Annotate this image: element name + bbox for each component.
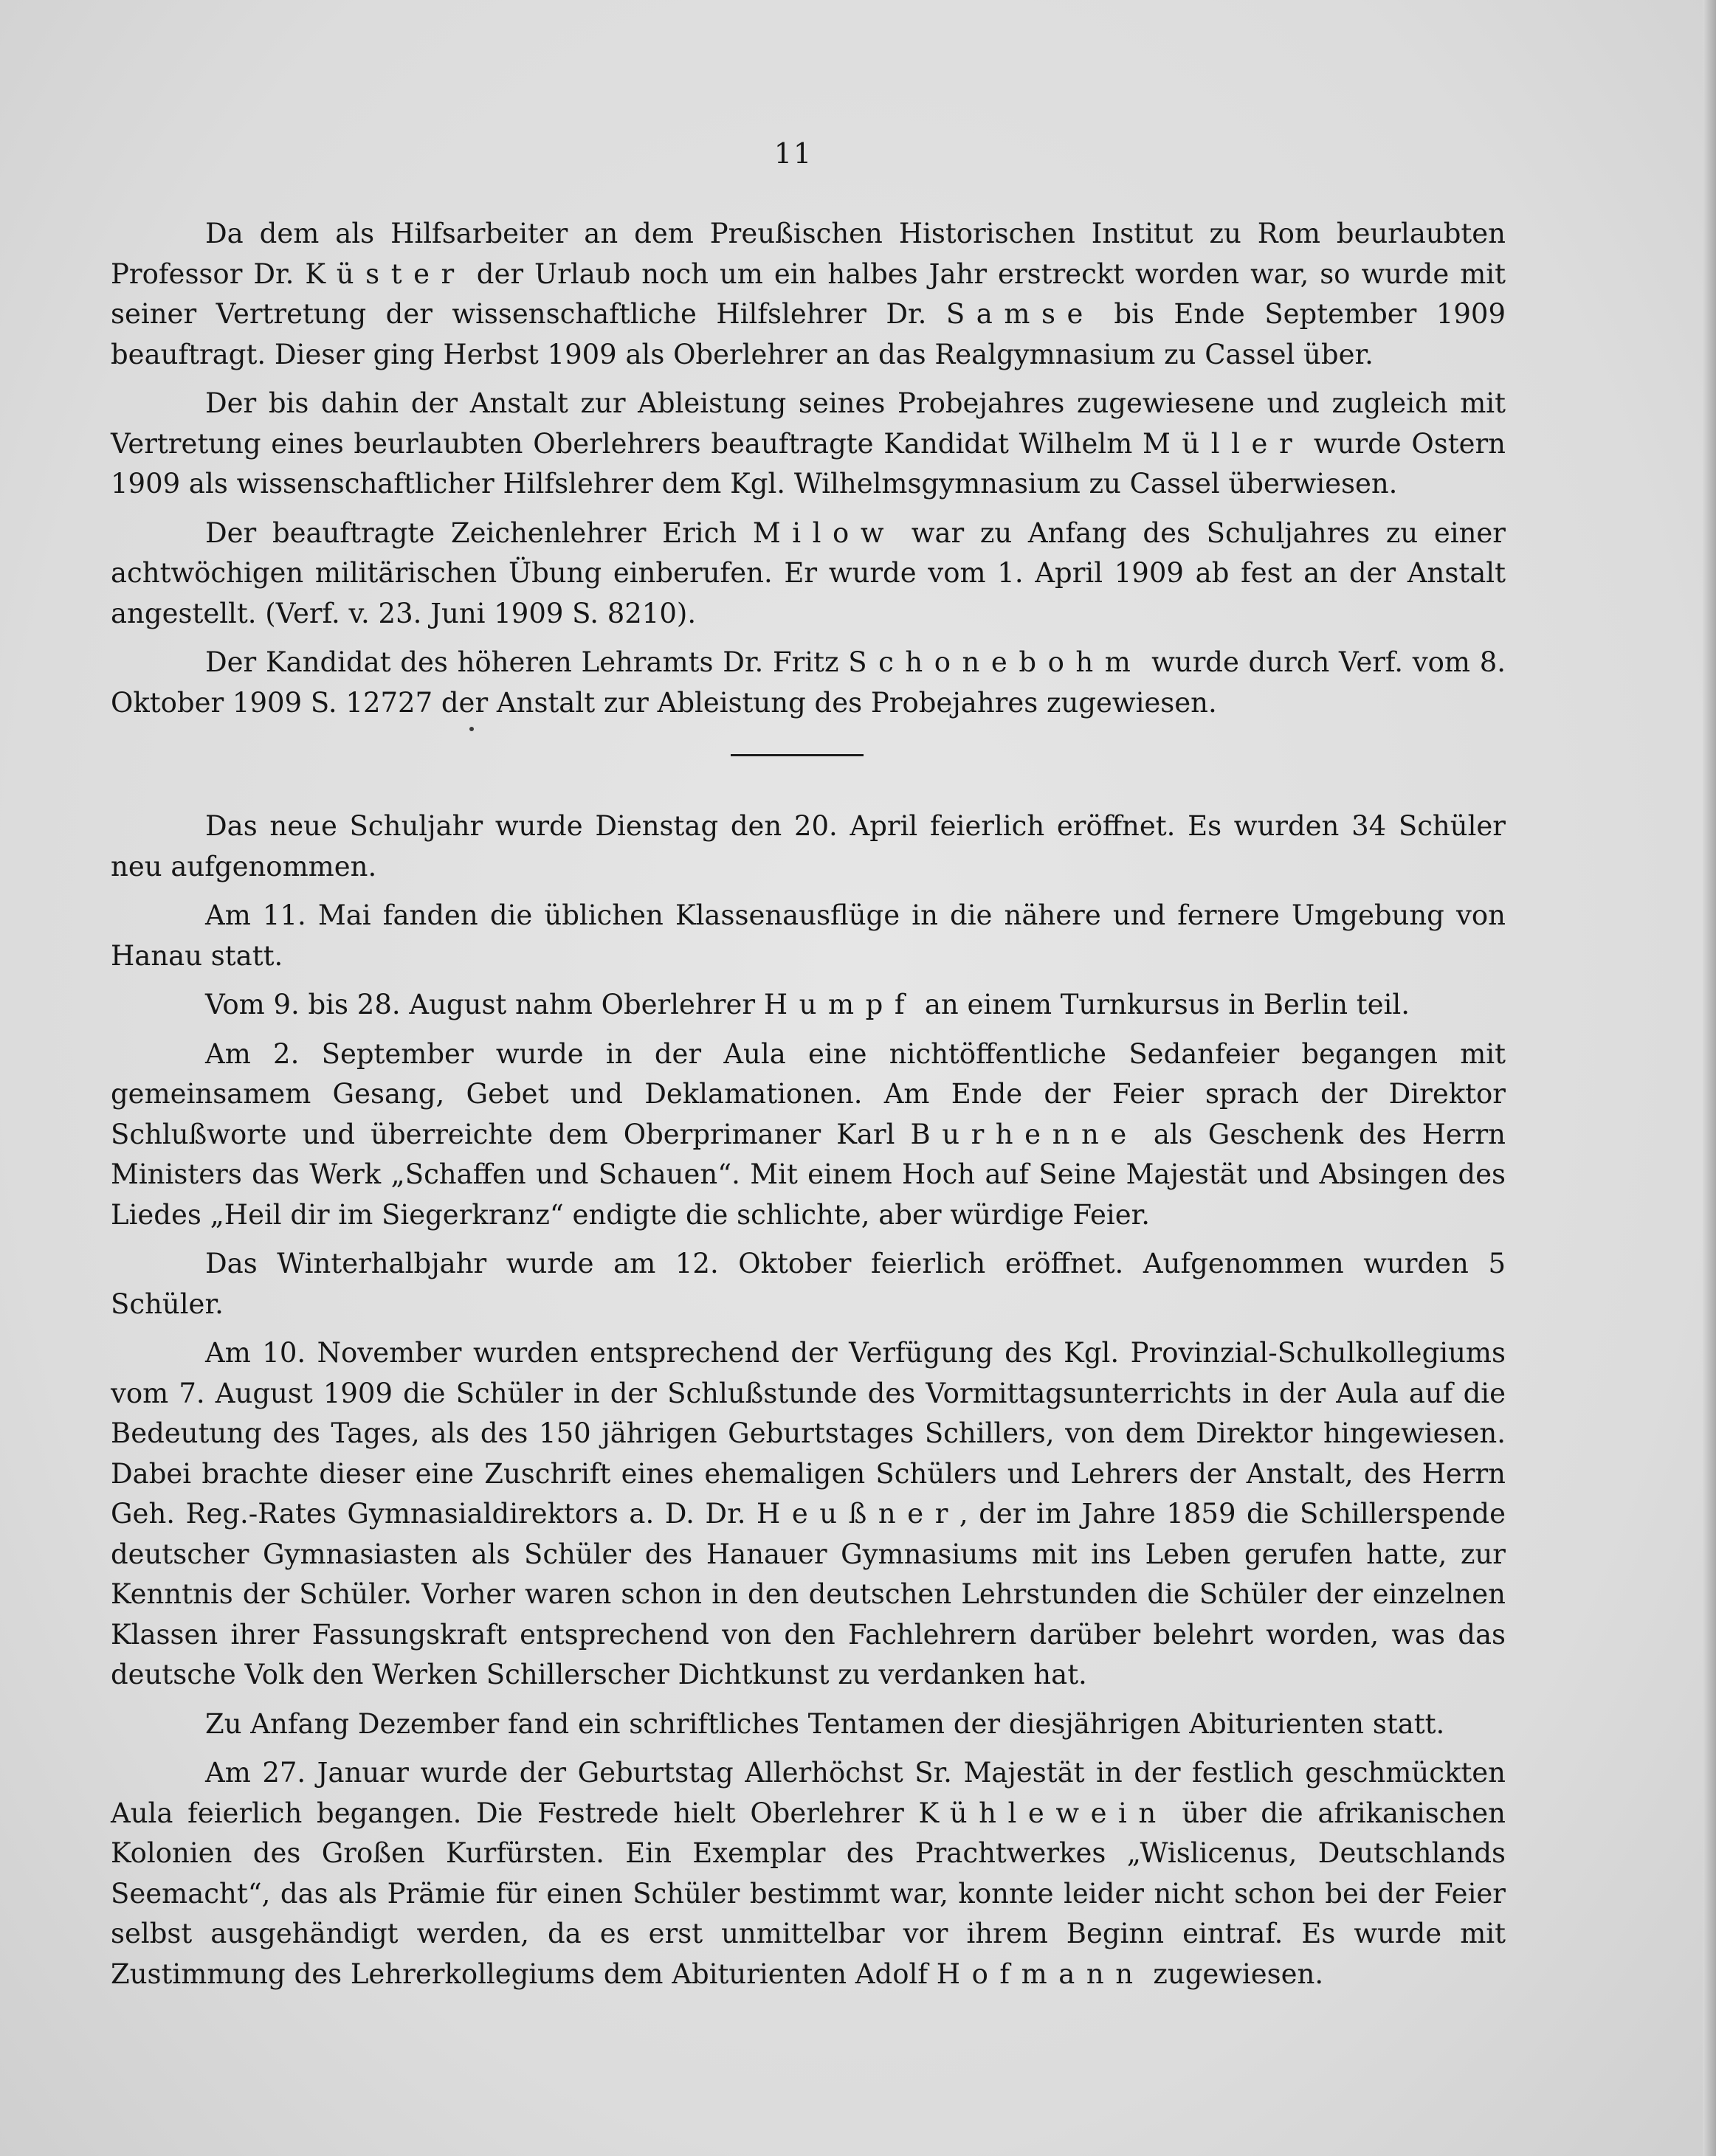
spaced-surname: Schonebohm [848, 646, 1143, 678]
paragraph [111, 643, 1506, 723]
spaced-surname: Hofmann [936, 1958, 1145, 1990]
text-run: Der Kandidat des höheren Lehramts Dr. Fritz [205, 646, 849, 678]
paragraph [111, 1333, 1506, 1696]
text-run: Das neue Schuljahr wurde Dienstag den 20. April feierlich eröffnet. Es wurden 34 Schüler neu aufgenommen. [111, 810, 1506, 882]
print-speck [469, 727, 474, 731]
text-run: an einem Turnkursus in Berlin teil. [916, 989, 1410, 1020]
text-run: Das Winterhalbjahr wurde am 12. Oktober feierlich eröffnet. Aufgenommen wurden 5 Schüler. [111, 1248, 1506, 1320]
page-binding-edge [1703, 0, 1716, 2156]
spaced-surname: Müller [1143, 427, 1304, 460]
text-run: der Urlaub noch um ein halbes Jahr erstreckt worden war, so wurde mit seiner Vertretung der wissenschaftliche Hilfslehrer Dr. [111, 258, 1506, 330]
spaced-surname: Heußner [757, 1498, 959, 1530]
page-number: 11 [773, 137, 813, 170]
text-run: Zu Anfang Dezember fand ein schriftliches Tentamen der diesjährigen Abiturienten statt. [205, 1707, 1445, 1740]
spaced-surname: Burhenne [910, 1118, 1138, 1150]
paragraph [111, 384, 1506, 505]
text-run: Der beauftragte Zeichenlehrer Erich [205, 516, 753, 549]
paragraph [111, 1704, 1506, 1745]
text-run: als Geschenk des Herrn Ministers das Werk „Schaffen und Schauen“. Mit einem Hoch auf Seine Majestät und Absingen des Liedes „Heil dir im Siegerkranz“ endigte die schlichte, aber würdige Feier. [111, 1118, 1506, 1231]
paragraph [111, 1034, 1506, 1236]
paragraph [111, 806, 1506, 887]
text-run: zugewiesen. [1144, 1958, 1324, 1990]
staff-changes-section [111, 214, 1506, 732]
text-run: Der bis dahin der Anstalt zur Ableistung seines Probejahres zugewiesene und zugleich mit Vertretung eines beurlaubten Oberlehrers beauftragte Kandidat Wilhelm [111, 387, 1506, 460]
text-run: wurde durch Verf. vom 8. Oktober 1909 S. 12727 der Anstalt zur Ableistung des Probejahres zugewiesen. [111, 646, 1506, 719]
paragraph [111, 214, 1506, 375]
spaced-surname: Samse [945, 298, 1095, 330]
text-run: Am 10. November wurden entsprechend der Verfügung des Kgl. Provinzial-Schulkollegiums vom 7. August 1909 die Schüler in der Schlußstunde des Vormittagsunterrichts in der Aula auf die Bedeutung des Tages, als des 150 jährigen Geburtstages Schillers, von dem Direktor hingewiesen. Dabei brachte dieser eine Zuschrift eines ehemaligen Schülers und Lehrers der Anstalt, des Herrn Geh. Reg.-Rates Gymnasialdirektors a. D. Dr. [111, 1337, 1506, 1530]
text-run: Am 11. Mai fanden die üblichen Klassenausflüge in die nähere und fernere Umgebung von Hanau statt. [111, 899, 1506, 972]
paragraph [111, 985, 1506, 1026]
paragraph [111, 514, 1506, 635]
paragraph [111, 1753, 1506, 1994]
text-run: war zu Anfang des Schuljahres zu einer achtwöchigen militärischen Übung einberufen. Er wurde vom 1. April 1909 ab fest an der Anstalt angestellt. (Verf. v. 23. Juni 1909 S. 8210). [111, 516, 1506, 629]
school-year-chronicle-section [111, 806, 1506, 2003]
section-divider [731, 754, 864, 756]
text-run: Da dem als Hilfsarbeiter an dem Preußischen Historischen Institut zu Rom beurlaubten Professor Dr. [111, 218, 1506, 290]
text-run: über die afrikanischen Kolonien des Großen Kurfürsten. Ein Exemplar des Prachtwerkes „Wislicenus, Deutschlands Seemacht“, das als Prämie für einen Schüler bestimmt war, konnte leider nicht schon bei der Feier selbst ausgehändigt werden, da es erst unmittelbar vor ihrem Beginn eintraf. Es wurde mit Zustimmung des Lehrerkollegiums dem Abiturienten Adolf [111, 1797, 1506, 1990]
text-run: bis Ende September 1909 beauftragt. Dieser ging Herbst 1909 als Oberlehrer an das Realgymnasium zu Cassel über. [111, 298, 1506, 370]
text-run: Am 27. Januar wurde der Geburtstag Allerhöchst Sr. Majestät in der festlich geschmückten Aula feierlich begangen. Die Festrede hielt Oberlehrer [111, 1757, 1506, 1829]
paragraph [111, 1244, 1506, 1324]
text-run: Am 2. September wurde in der Aula eine nichtöffentliche Sedanfeier begangen mit gemeinsamem Gesang, Gebet und Deklamationen. Am Ende der Feier sprach der Direktor Schlußworte und überreichte dem Oberprimaner Karl [111, 1037, 1506, 1150]
spaced-surname: Humpf [763, 989, 917, 1020]
spaced-surname: Küster [305, 258, 466, 290]
spaced-surname: Milow [752, 516, 896, 549]
text-run: , der im Jahre 1859 die Schillerspende deutscher Gymnasiasten als Schüler des Hanauer Gymnasiums mit ins Leben gerufen hatte, zur Kenntnis der Schüler. Vorher waren schon in den deutschen Lehrstunden die Schüler der einzelnen Klassen ihrer Fassungskraft entsprechend von den Fachlehrern darüber belehrt worden, was das deutsche Volk den Werken Schillerscher Dichtkunst zu verdanken hat. [111, 1498, 1506, 1690]
text-run: wurde Ostern 1909 als wissenschaftlicher Hilfslehrer dem Kgl. Wilhelmsgymnasium zu Cassel überwiesen. [111, 427, 1506, 500]
text-run: Vom 9. bis 28. August nahm Oberlehrer [205, 989, 764, 1020]
paragraph [111, 896, 1506, 976]
spaced-surname: Kühlewein [918, 1797, 1168, 1829]
